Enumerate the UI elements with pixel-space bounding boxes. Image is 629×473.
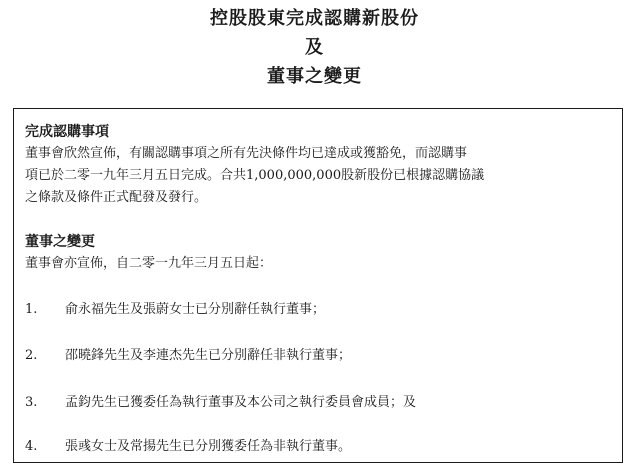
title-line-1: 控股股東完成認購新股份 <box>210 8 419 29</box>
list-item-text: 邵曉鋒先生及李連杰先生已分別辭任非執行董事； <box>65 348 352 363</box>
summary-box <box>13 108 623 463</box>
list-item-number: 2. <box>25 348 38 363</box>
completion-paragraph-line-1: 董事會欣然宣佈，有關認購事項之所有先決條件均已達成或獲豁免，而認購事 <box>25 146 468 161</box>
title-line-2: 及 <box>305 37 324 58</box>
list-item-number: 1. <box>25 302 38 317</box>
list-item-text: 俞永福先生及張蔚女士已分別辭任執行董事； <box>65 302 326 317</box>
title-line-3: 董事之變更 <box>267 66 362 87</box>
list-item <box>25 436 351 458</box>
list-item <box>25 299 325 321</box>
completion-paragraph-line-3: 之條款及條件正式配發及發行。 <box>25 190 208 205</box>
list-item-number: 3. <box>25 395 38 410</box>
completion-section <box>25 121 614 209</box>
directors-intro: 董事會亦宣佈，自二零一九年三月五日起： <box>25 256 273 271</box>
list-item <box>25 345 351 367</box>
completion-paragraph-line-2: 項已於二零一九年三月五日完成。合共1,000,000,000股新股份已根據認購協議 <box>25 168 485 183</box>
directors-section <box>25 231 614 275</box>
list-item-text: 孟鈞先生已獲委任為執行董事及本公司之執行委員會成員；及 <box>65 395 417 410</box>
list-item-number: 4. <box>25 439 38 454</box>
list-item-text: 張彧女士及常揚先生已分別獲委任為非執行董事。 <box>65 439 352 454</box>
announcement-title <box>0 4 629 91</box>
directors-heading: 董事之變更 <box>25 234 95 250</box>
list-item <box>25 392 416 414</box>
completion-heading: 完成認購事項 <box>25 124 109 140</box>
